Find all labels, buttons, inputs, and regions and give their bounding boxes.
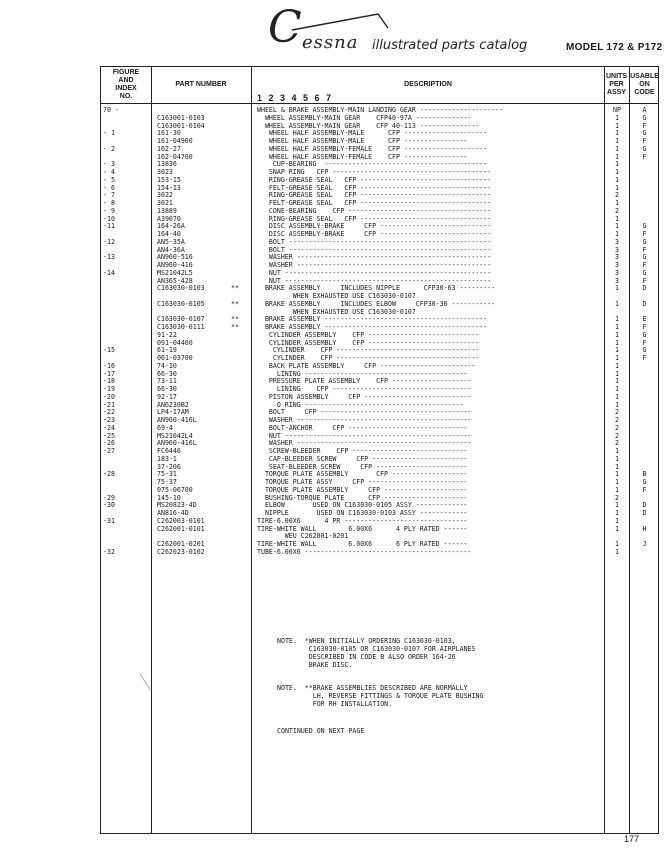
description: WHEEL HALF ASSEMBLY-MALE CFP ---------------- bbox=[257, 137, 468, 145]
description: PISTON ASSEMBLY CFP --------------------------- bbox=[257, 392, 472, 401]
description: RING-GREASE SEAL CFP --------------------------------- bbox=[257, 191, 492, 200]
part-number: C262003-0101 bbox=[157, 516, 205, 525]
description: WASHER ------------------------------------------------- bbox=[257, 253, 492, 262]
figure-index: -15 bbox=[103, 346, 115, 355]
part-number: 13836 bbox=[157, 160, 177, 169]
usable-code: A bbox=[642, 106, 647, 114]
figure-index: -14 bbox=[103, 268, 115, 277]
figure-index: -28 bbox=[103, 470, 115, 479]
usable-code: G bbox=[642, 478, 647, 486]
description: WEU C262001-0201 bbox=[257, 532, 349, 541]
part-number: 162-04700 bbox=[157, 152, 193, 161]
units-per-assy: 1 bbox=[615, 129, 619, 138]
figure-index: - 6 bbox=[103, 183, 115, 192]
units-per-assy: 3 bbox=[615, 253, 619, 262]
figure-index: -19 bbox=[103, 385, 115, 393]
units-per-assy: 1 bbox=[615, 509, 619, 517]
units-per-assy: 1 bbox=[615, 299, 619, 308]
part-number: AN960-416L bbox=[157, 439, 197, 448]
figure-index: - 3 bbox=[103, 160, 115, 169]
units-per-assy: 2 bbox=[615, 439, 619, 448]
figure-index: -17 bbox=[103, 369, 115, 378]
units-per-assy: 1 bbox=[615, 222, 619, 231]
description: TIRE-WHITE WALL 6.00X6 4 PLY RATED ------ bbox=[257, 524, 468, 533]
part-number: 3021 bbox=[157, 199, 173, 207]
units-per-assy: 1 bbox=[615, 547, 619, 556]
part-number: C163001-0103 bbox=[157, 113, 205, 122]
units-per-assy: 1 bbox=[615, 400, 619, 409]
description: CYLINDER CFP ------------------------------------ bbox=[257, 346, 480, 355]
units-per-assy: NP bbox=[613, 106, 621, 114]
description: LINING CFP ----------------------------------- bbox=[257, 385, 472, 393]
figure-index: -32 bbox=[103, 547, 115, 556]
usable-code: G bbox=[642, 222, 647, 231]
units-per-assy: 1 bbox=[615, 361, 619, 370]
units-per-assy: 1 bbox=[615, 183, 619, 192]
part-number: AN6230B2 bbox=[157, 400, 189, 409]
part-number: 13889 bbox=[157, 206, 177, 215]
units-per-assy: 3 bbox=[615, 261, 619, 269]
part-number: 37-206 bbox=[157, 462, 181, 471]
description: DISC ASSEMBLY-BRAKE CFP ---------------------------- bbox=[257, 230, 492, 238]
part-number: AN5-35A bbox=[157, 237, 185, 246]
description: FELT-GREASE SEAL CFP --------------------------------- bbox=[257, 183, 492, 192]
part-number: 61-19 bbox=[157, 346, 177, 355]
description: CONE-BEARING CFP ------------------------------------ bbox=[257, 206, 492, 215]
units-per-assy: 1 bbox=[615, 540, 619, 548]
figure-index: -31 bbox=[103, 516, 115, 525]
usable-code: D bbox=[642, 501, 647, 510]
description: ELBOW USED ON C163030-0105 ASSY ------------- bbox=[257, 501, 468, 510]
part-number: C262001-0201 bbox=[157, 540, 205, 548]
indent-digits: 1 2 3 4 5 6 7 bbox=[257, 93, 334, 103]
description: TUBE-6.00X6 ------------------------------------------ bbox=[257, 547, 472, 556]
usable-code: G bbox=[642, 237, 647, 246]
figure-index: -24 bbox=[103, 423, 115, 432]
figure-index: -29 bbox=[103, 493, 115, 502]
description: SEAT-BLEEDER SCREW CFP ----------------------- bbox=[257, 462, 468, 471]
description: TORQUE PLATE ASSEMBLY CFP --------------------- bbox=[257, 485, 468, 494]
description: SCREW-BLEEDER CFP ----------------------------- bbox=[257, 447, 468, 455]
units-per-assy: 1 bbox=[615, 330, 619, 339]
description: CYLINDER CFP ------------------------------------ bbox=[257, 354, 480, 362]
figure-index: - 4 bbox=[103, 168, 115, 176]
logo-word: essna bbox=[302, 32, 359, 53]
part-number: C163030-0111 bbox=[157, 323, 205, 331]
units-per-assy: 1 bbox=[615, 485, 619, 494]
table-row bbox=[101, 548, 658, 556]
figure-index: -27 bbox=[103, 447, 115, 455]
description: BOLT --------------------------------------------------- bbox=[257, 237, 492, 246]
units-per-assy: 1 bbox=[615, 168, 619, 176]
description: TORQUE PLATE ASSY CFP ------------------------- bbox=[257, 478, 468, 486]
part-number: 66-30 bbox=[157, 385, 177, 393]
part-number: C262001-0101 bbox=[157, 524, 205, 533]
units-per-assy: 1 bbox=[615, 137, 619, 145]
usable-code: G bbox=[642, 129, 647, 138]
units-per-assy: 1 bbox=[615, 199, 619, 207]
part-number: 075-06700 bbox=[157, 485, 193, 494]
description: DISC ASSEMBLY-BRAKE CFP ---------------------------- bbox=[257, 222, 492, 231]
note-marker: ** bbox=[231, 284, 239, 293]
description: CYLINDER ASSEMBLY CFP ---------------------------- bbox=[257, 330, 480, 339]
header-divider bbox=[101, 103, 658, 104]
figure-index: 70 - bbox=[103, 106, 119, 114]
description: TIRE-6.00X6 4 PR ------------------------------- bbox=[257, 516, 468, 525]
usable-code: D bbox=[642, 284, 647, 293]
figure-index: -26 bbox=[103, 439, 115, 448]
units-per-assy: 2 bbox=[615, 408, 619, 417]
units-per-assy: 1 bbox=[615, 323, 619, 331]
header-units: UNITS PER ASSY bbox=[606, 73, 627, 96]
part-number: AN816-4D bbox=[157, 509, 189, 517]
parts-table bbox=[100, 66, 659, 834]
part-number: AN960-416 bbox=[157, 261, 193, 269]
description: TIRE-WHITE WALL 6.00X6 6 PLY RATED ------ bbox=[257, 540, 468, 548]
part-number: 66-30 bbox=[157, 369, 177, 378]
part-number: AN4-36A bbox=[157, 245, 185, 254]
description: PRESSURE PLATE ASSEMBLY CFP -------------------- bbox=[257, 377, 472, 386]
figure-index: - 9 bbox=[103, 206, 115, 215]
part-number: C163030-0103 bbox=[157, 284, 205, 293]
units-per-assy: 1 bbox=[615, 144, 619, 153]
units-per-assy: 1 bbox=[615, 284, 619, 293]
catalog-title: illustrated parts catalog bbox=[372, 38, 528, 53]
part-number: 74-10 bbox=[157, 361, 177, 370]
note-marker: ** bbox=[231, 315, 239, 324]
description: BOLT --------------------------------------------------- bbox=[257, 245, 492, 254]
usable-code: D bbox=[642, 509, 647, 517]
figure-index: -12 bbox=[103, 237, 115, 246]
units-per-assy: 1 bbox=[615, 385, 619, 393]
figure-index: - 2 bbox=[103, 144, 115, 153]
note-brake-assemblies: NOTE. **BRAKE ASSEMBLIES DESCRIBED ARE NORMALLY LH, REVERSE FITTINGS & TORQUE PLATE BUSHING FOR RH INSTALLATION. bbox=[277, 684, 484, 708]
usable-code: F bbox=[642, 152, 647, 161]
units-per-assy: 1 bbox=[615, 462, 619, 471]
usable-code: F bbox=[642, 276, 647, 285]
part-number: 75-37 bbox=[157, 478, 177, 486]
units-per-assy: 2 bbox=[615, 493, 619, 502]
figure-index: -18 bbox=[103, 377, 115, 386]
figure-index: -23 bbox=[103, 416, 115, 424]
description: WHEEL HALF ASSEMBLY-MALE CFP --------------------- bbox=[257, 129, 488, 138]
page-number: 177 bbox=[624, 834, 640, 844]
usable-code: F bbox=[642, 137, 647, 145]
part-number: 061-03700 bbox=[157, 354, 193, 362]
usable-code: H bbox=[642, 524, 647, 533]
units-per-assy: 1 bbox=[615, 392, 619, 401]
part-number: AN960-516 bbox=[157, 253, 193, 262]
usable-code: F bbox=[642, 245, 647, 254]
units-per-assy: 1 bbox=[615, 338, 619, 347]
units-per-assy: 1 bbox=[615, 377, 619, 386]
logo-initial: C bbox=[268, 2, 302, 53]
description: O RING ---------------------------------------- bbox=[257, 400, 464, 409]
units-per-assy: 1 bbox=[615, 501, 619, 510]
part-number: LP4-17AM bbox=[157, 408, 189, 417]
units-per-assy: 1 bbox=[615, 113, 619, 122]
units-per-assy: 1 bbox=[615, 354, 619, 362]
figure-index: -20 bbox=[103, 392, 115, 401]
units-per-assy: 1 bbox=[615, 369, 619, 378]
part-number: MS20823-4D bbox=[157, 501, 197, 510]
continued-label: CONTINUED ON NEXT PAGE bbox=[277, 727, 365, 735]
part-number: AN960-416L bbox=[157, 416, 197, 424]
usable-code: B bbox=[642, 470, 647, 479]
description: WASHER -------------------------------------------- bbox=[257, 439, 472, 448]
description: WHEEL ASSEMBLY-MAIN GEAR CFP 40-113 --------------- bbox=[257, 121, 480, 130]
units-per-assy: 1 bbox=[615, 478, 619, 486]
part-number: C163030-0105 bbox=[157, 299, 205, 308]
description: CYLINDER ASSEMBLY CFP ---------------------------- bbox=[257, 338, 480, 347]
part-number: 162-27 bbox=[157, 144, 181, 153]
description: WASHER ------------------------------------------------- bbox=[257, 261, 492, 269]
part-number: A39070 bbox=[157, 214, 181, 223]
part-number: 161-04900 bbox=[157, 137, 193, 145]
description: BRAKE ASSEMBLY INCLUDES NIPPLE CFP30-63 --------- bbox=[257, 284, 496, 293]
units-per-assy: 3 bbox=[615, 237, 619, 246]
usable-code: G bbox=[642, 330, 647, 339]
header-part-number: PART NUMBER bbox=[175, 81, 227, 88]
description: BRAKE ASSEMBLY INCLUDES ELBOW CFP30-36 ----------- bbox=[257, 299, 496, 308]
usable-code: D bbox=[642, 299, 647, 308]
units-per-assy: 1 bbox=[615, 315, 619, 324]
model-label: MODEL 172 & P172 bbox=[566, 42, 663, 53]
description: NIPPLE USED ON C163030-0103 ASSY ------------ bbox=[257, 509, 468, 517]
units-per-assy: 1 bbox=[615, 516, 619, 525]
description: FELT-GREASE SEAL CFP --------------------------------- bbox=[257, 199, 492, 207]
units-per-assy: 2 bbox=[615, 206, 619, 215]
part-number: AN365-428 bbox=[157, 276, 193, 285]
usable-code: G bbox=[642, 268, 647, 277]
description: WHEEL & BRAKE ASSEMBLY-MAIN LANDING GEAR --------------------- bbox=[257, 106, 504, 114]
usable-code: G bbox=[642, 253, 647, 262]
units-per-assy: 3 bbox=[615, 245, 619, 254]
pencil-mark-icon bbox=[138, 672, 152, 692]
part-number: 69-4 bbox=[157, 423, 173, 432]
units-per-assy: 1 bbox=[615, 524, 619, 533]
description: LINING ----------------------------------------- bbox=[257, 369, 468, 378]
description: CAP-BLEEDER SCREW CFP ------------------------ bbox=[257, 454, 468, 463]
description: BUSHING-TORQUE PLATE CFP --------------------- bbox=[257, 493, 468, 502]
part-number: 091-04400 bbox=[157, 338, 193, 347]
figure-index: -21 bbox=[103, 400, 115, 409]
usable-code: G bbox=[642, 346, 647, 355]
note-marker: ** bbox=[231, 299, 239, 308]
part-number: 153-15 bbox=[157, 175, 181, 184]
description: BOLT CFP -------------------------------------- bbox=[257, 408, 472, 417]
description: CUP-BEARING ----------------------------------------- bbox=[257, 160, 488, 169]
figure-index: -11 bbox=[103, 222, 115, 231]
usable-code: G bbox=[642, 113, 647, 122]
part-number: C262023-0102 bbox=[157, 547, 205, 556]
units-per-assy: 1 bbox=[615, 230, 619, 238]
units-per-assy: 1 bbox=[615, 152, 619, 161]
units-per-assy: 2 bbox=[615, 431, 619, 440]
units-per-assy: 1 bbox=[615, 447, 619, 455]
figure-index: -13 bbox=[103, 253, 115, 262]
description: WHEEL ASSEMBLY-MAIN GEAR CFP40-97A -------------- bbox=[257, 113, 472, 122]
description: BRAKE ASSEMBLY ----------------------------------------- bbox=[257, 315, 488, 324]
usable-code: F bbox=[642, 230, 647, 238]
units-per-assy: 3 bbox=[615, 268, 619, 277]
part-number: FC6446 bbox=[157, 447, 181, 455]
usable-code: F bbox=[642, 261, 647, 269]
part-number: 92-17 bbox=[157, 392, 177, 401]
usable-code: G bbox=[642, 144, 647, 153]
description: BACK PLATE ASSEMBLY CFP ------------------------ bbox=[257, 361, 476, 370]
description: RING-GREASE SEAL CFP --------------------------------- bbox=[257, 214, 492, 223]
part-number: 145-10 bbox=[157, 493, 181, 502]
units-per-assy: 2 bbox=[615, 416, 619, 424]
usable-code: F bbox=[642, 354, 647, 362]
units-per-assy: 1 bbox=[615, 214, 619, 223]
figure-index: - 8 bbox=[103, 199, 115, 207]
units-per-assy: 1 bbox=[615, 470, 619, 479]
description: WHEEL HALF ASSEMBLY-FEMALE CFP ---------------- bbox=[257, 152, 468, 161]
part-number: 3022 bbox=[157, 191, 173, 200]
part-number: 164-40 bbox=[157, 230, 181, 238]
units-per-assy: 1 bbox=[615, 160, 619, 169]
units-per-assy: 1 bbox=[615, 175, 619, 184]
description: NUT ---------------------------------------------------- bbox=[257, 268, 492, 277]
units-per-assy: 2 bbox=[615, 191, 619, 200]
figure-index: -30 bbox=[103, 501, 115, 510]
description: TORQUE PLATE ASSEMBLY CFP ------------------- bbox=[257, 470, 468, 479]
description: WHEN EXHAUSTED USE C163030-0107 bbox=[257, 292, 416, 300]
part-number: 73-11 bbox=[157, 377, 177, 386]
part-number: 164-26A bbox=[157, 222, 185, 231]
part-number: 91-22 bbox=[157, 330, 177, 339]
page-header bbox=[0, 0, 672, 64]
description: WASHER -------------------------------------------- bbox=[257, 416, 472, 424]
part-number: 161-30 bbox=[157, 129, 181, 138]
part-number: 75-31 bbox=[157, 470, 177, 479]
description: NUT ---------------------------------------------------- bbox=[257, 276, 492, 285]
figure-index: - 5 bbox=[103, 175, 115, 184]
part-number: MS21042L5 bbox=[157, 268, 193, 277]
description: BRAKE ASSEMBLY ----------------------------------------- bbox=[257, 323, 488, 331]
description: BOLT-ANCHOR CFP ------------------------------ bbox=[257, 423, 468, 432]
units-per-assy: 1 bbox=[615, 346, 619, 355]
usable-code: J bbox=[642, 540, 647, 548]
usable-code: F bbox=[642, 338, 647, 347]
figure-index: -22 bbox=[103, 408, 115, 417]
header-usable-code: USABLE ON CODE bbox=[630, 73, 659, 96]
description: WHEEL HALF ASSEMBLY-FEMALE CFP --------------------- bbox=[257, 144, 488, 153]
figure-index: - 7 bbox=[103, 191, 115, 200]
figure-index: - 1 bbox=[103, 129, 115, 138]
note-marker: ** bbox=[231, 323, 239, 331]
figure-index: -10 bbox=[103, 214, 115, 223]
figure-index: -16 bbox=[103, 361, 115, 370]
usable-code: F bbox=[642, 323, 647, 331]
usable-code: F bbox=[642, 121, 647, 130]
units-per-assy: 1 bbox=[615, 454, 619, 463]
part-number: 183-1 bbox=[157, 454, 177, 463]
units-per-assy: 3 bbox=[615, 276, 619, 285]
header-description: DESCRIPTION bbox=[404, 81, 452, 88]
header-figure: FIGURE AND INDEX NO. bbox=[112, 69, 140, 100]
description: SNAP RING CFP ---------------------------------------- bbox=[257, 168, 492, 176]
note-initial-ordering: NOTE. *WHEN INITIALLY ORDERING C163030-0103, C163030-0105 OR C163030-0107 FOR AIRPLANES DESCRIBED IN CODE B ALSO ORDER 164-26 BRAKE DISC. bbox=[277, 637, 476, 669]
logo-swoosh-icon bbox=[290, 10, 390, 34]
part-number: 3023 bbox=[157, 168, 173, 176]
figure-index: -25 bbox=[103, 431, 115, 440]
units-per-assy: 2 bbox=[615, 423, 619, 432]
part-number: C163030-0107 bbox=[157, 315, 205, 324]
part-number: C163001-0104 bbox=[157, 121, 205, 130]
usable-code: E bbox=[642, 315, 647, 324]
description: NUT ----------------------------------------------- bbox=[257, 431, 472, 440]
usable-code: F bbox=[642, 485, 647, 494]
description: WHEN EXHAUSTED USE C163030-0107 bbox=[257, 307, 416, 316]
units-per-assy: 1 bbox=[615, 121, 619, 130]
part-number: MS21042L4 bbox=[157, 431, 193, 440]
part-number: 154-13 bbox=[157, 183, 181, 192]
description: RING-GREASE SEAL CFP --------------------------------- bbox=[257, 175, 492, 184]
